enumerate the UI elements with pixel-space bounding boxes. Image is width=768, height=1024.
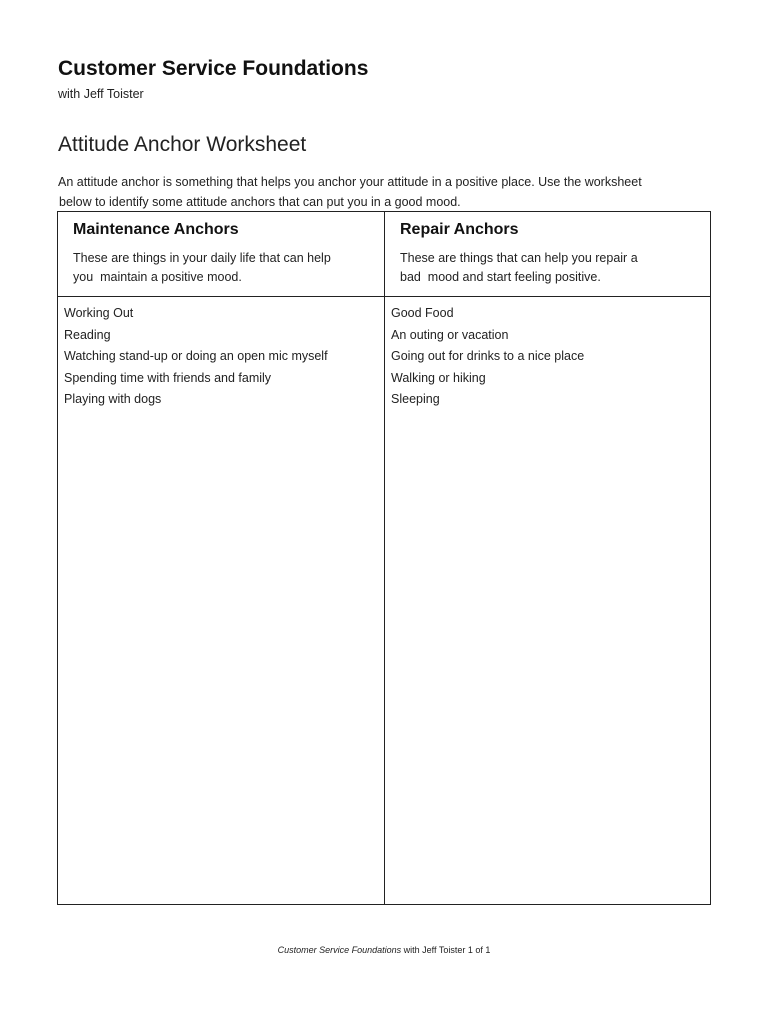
footer-author-page: with Jeff Toister 1 of 1 [403, 945, 491, 955]
repair-anchors-header [400, 221, 700, 287]
repair-desc-line-2: bad mood and start feeling positive. [400, 270, 601, 284]
maintenance-anchors-title: Maintenance Anchors [73, 221, 239, 238]
course-title: Customer Service Foundations [58, 57, 369, 80]
repair-anchors-description [400, 249, 700, 287]
list-item: Going out for drinks to a nice place [391, 349, 585, 363]
repair-desc-line-1: These are things that can help you repair a [400, 251, 638, 265]
maintenance-desc-line-1: These are things in your daily life that can help [73, 251, 331, 265]
maintenance-anchors-description [73, 249, 373, 287]
maintenance-anchors-list [64, 303, 374, 411]
list-item: Working Out [64, 306, 134, 320]
worksheet-table [57, 211, 711, 905]
intro-text [58, 172, 718, 212]
list-item: Playing with dogs [64, 392, 162, 406]
page-footer [0, 945, 768, 955]
list-item: An outing or vacation [391, 327, 509, 342]
footer-course-name: Customer Service Foundations [277, 945, 402, 955]
list-item: Good Food [391, 306, 454, 320]
repair-anchors-title: Repair Anchors [400, 221, 519, 238]
intro-line-1: An attitude anchor is something that helps you anchor your attitude in a positive place. Use the worksheet [58, 175, 642, 189]
column-divider [384, 212, 385, 904]
maintenance-desc-line-2: you maintain a positive mood. [73, 270, 242, 284]
course-subtitle: with Jeff Toister [58, 87, 144, 101]
list-item: Sleeping [391, 392, 440, 406]
intro-line-2: below to identify some attitude anchors that can put you in a good mood. [59, 195, 461, 209]
list-item: Reading [64, 327, 111, 342]
maintenance-anchors-header [73, 221, 373, 287]
list-item: Spending time with friends and family [64, 370, 272, 385]
list-item: Watching stand-up or doing an open mic myself [64, 349, 328, 363]
list-item: Walking or hiking [391, 370, 486, 385]
header-divider [58, 296, 710, 297]
worksheet-title: Attitude Anchor Worksheet [58, 133, 307, 156]
repair-anchors-list [391, 303, 701, 411]
